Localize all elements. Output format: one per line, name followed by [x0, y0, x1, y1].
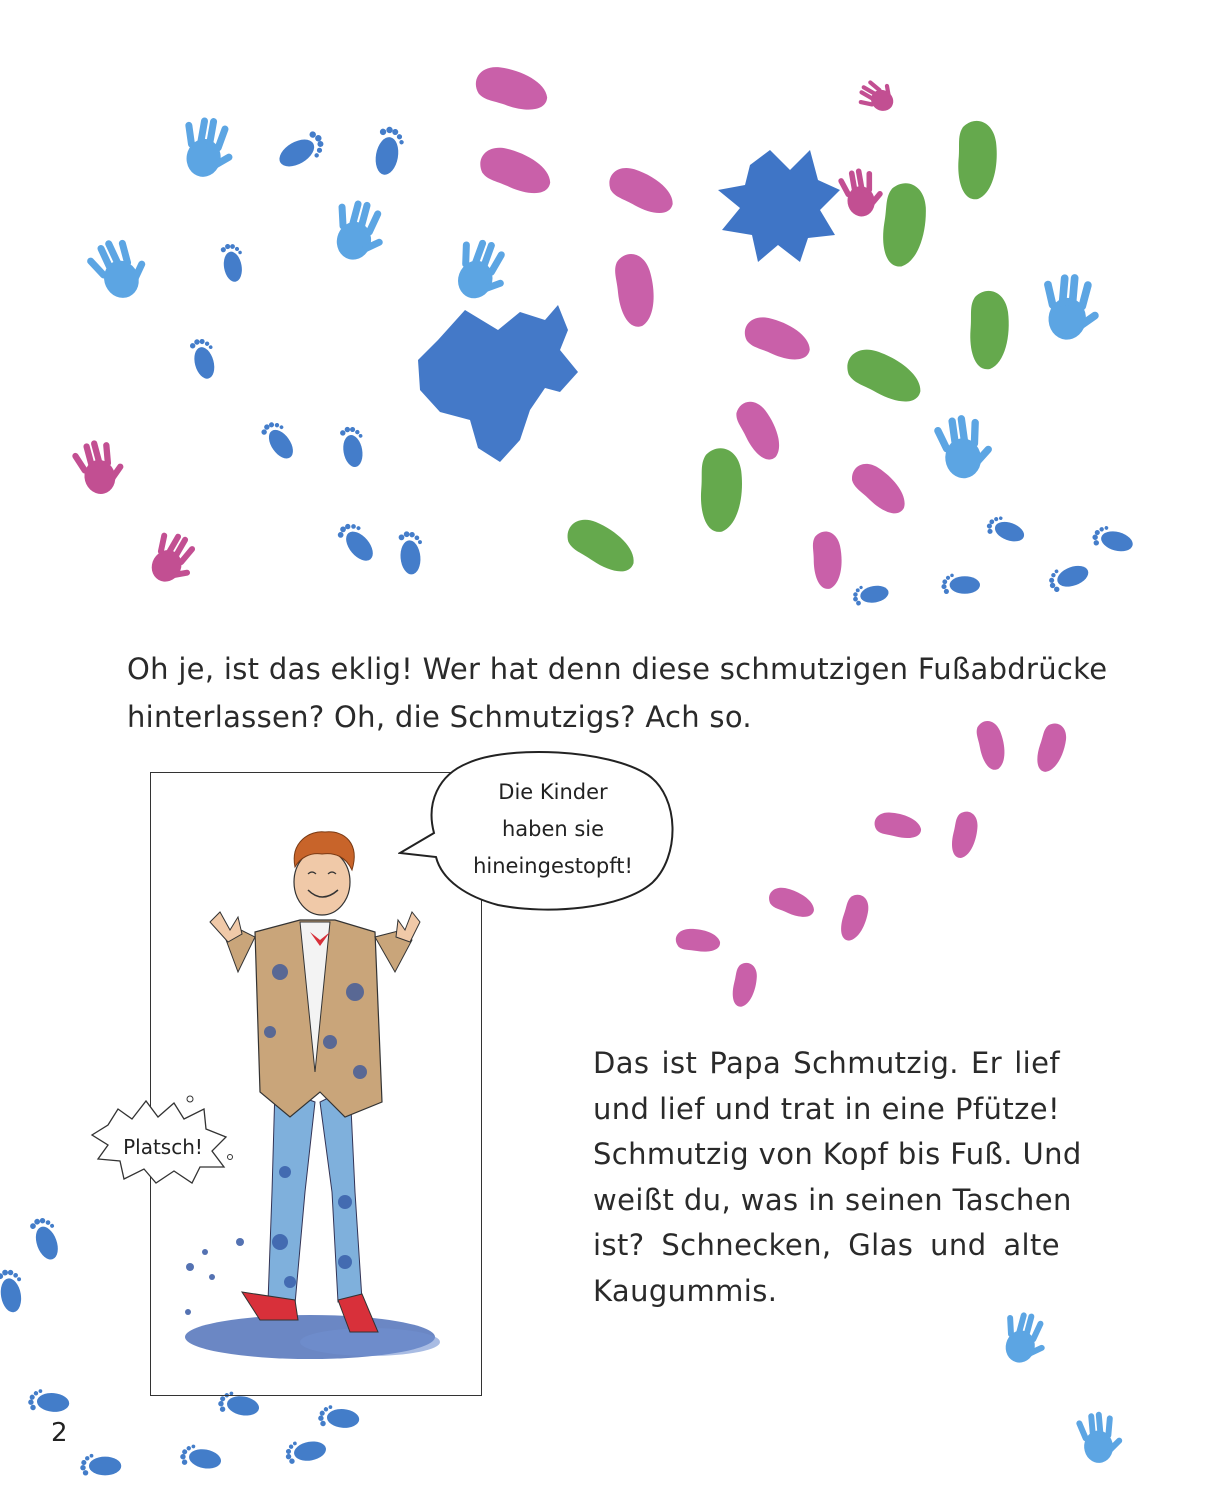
story-line: Schmutzig von Kopf bis Fuß. Und	[593, 1137, 1082, 1171]
speech-line: Die Kinder	[498, 780, 608, 804]
story-line: Kaugummis.	[593, 1273, 778, 1308]
intro-line: hinterlassen? Oh, die Schmutzigs? Ach so.	[127, 700, 752, 734]
intro-line: Oh je, ist das eklig! Wer hat denn diese schmutzigen Fußabdrücke	[127, 652, 1108, 686]
speech-line: haben sie	[501, 817, 605, 841]
intro-paragraph	[127, 645, 1108, 741]
speech-line: hineingestopft!	[473, 854, 633, 878]
story-paragraph	[593, 1041, 1082, 1314]
speech-bubble-text	[448, 774, 658, 885]
story-line: weißt du, was in seinen Taschen	[593, 1182, 1072, 1217]
story-line: und lief und trat in eine Pfütze!	[593, 1091, 1060, 1126]
story-line: Das ist Papa Schmutzig. Er lief	[593, 1046, 1060, 1080]
story-line: ist? Schnecken, Glas und alte	[593, 1228, 1060, 1262]
page-number: 2	[51, 1418, 68, 1448]
sound-effect-text: Platsch!	[123, 1135, 203, 1159]
